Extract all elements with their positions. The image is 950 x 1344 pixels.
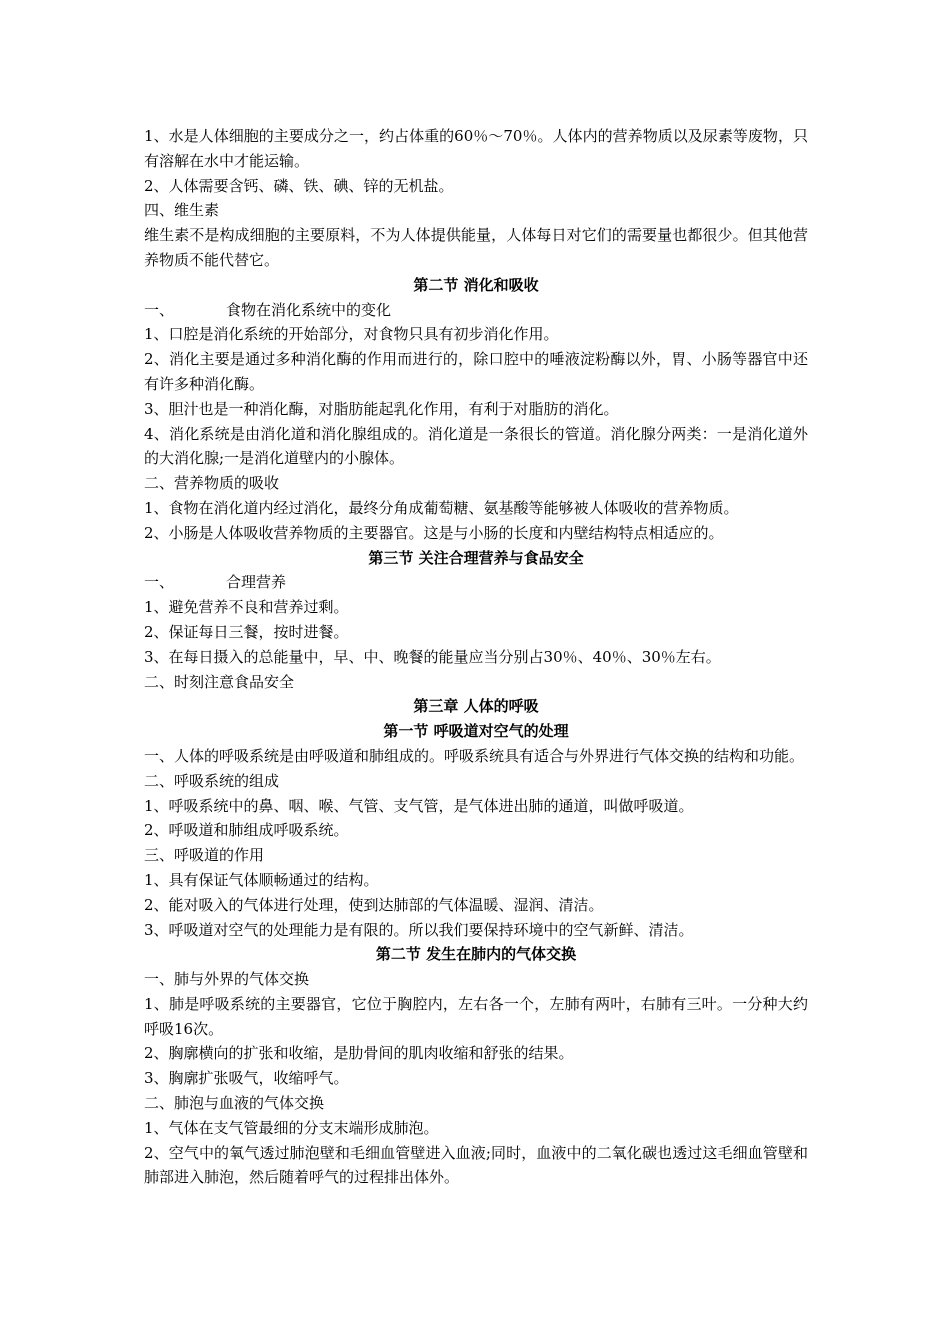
subheading-number: 一、 — [144, 573, 175, 592]
paragraph-airway-function-3: 3、呼吸道对空气的处理能力是有限的。所以我们要保持环境中的空气新鲜、清洁。 — [144, 920, 694, 939]
subheading-airway-function: 三、呼吸道的作用 — [144, 846, 265, 865]
subheading-text: 合理营养 — [226, 573, 287, 592]
paragraph-airway-function-1: 1、具有保证气体顺畅通过的结构。 — [144, 870, 379, 889]
paragraph-nutrition-1: 1、避免营养不良和营养过剩。 — [144, 598, 349, 617]
paragraph-airway-1: 1、呼吸系统中的鼻、咽、喉、气管、支气管，是气体进出肺的通道，叫做呼吸道。 — [144, 796, 694, 815]
paragraph-nutrition-2: 2、保证每日三餐，按时进餐。 — [144, 622, 349, 641]
paragraph-vitamins: 维生素不是构成细胞的主要原料，不为人体提供能量，人体每日对它们的需要量也都很少。但其他营养物质不能代替它。 — [144, 226, 808, 269]
subheading-number: 一、 — [144, 300, 175, 319]
paragraph-mouth: 1、口腔是消化系统的开始部分，对食物只具有初步消化作用。 — [144, 325, 559, 344]
paragraph-lung-2: 2、胸廓横向的扩张和收缩，是肋骨间的肌肉收缩和舒张的结果。 — [144, 1044, 574, 1063]
chapter-heading-respiration: 第三章 人体的呼吸 — [413, 697, 539, 716]
paragraph-lung-1: 1、肺是呼吸系统的主要器官，它位于胸腔内，左右各一个，左肺有两叶，右肺有三叶。一分种大约呼吸16次。 — [144, 994, 808, 1038]
subheading-food-changes — [144, 298, 808, 323]
paragraph-airway-2: 2、呼吸道和肺组成呼吸系统。 — [144, 821, 349, 840]
section-heading-airway: 第一节 呼吸道对空气的处理 — [383, 722, 569, 741]
paragraph-absorption-1: 1、食物在消化道内经过消化，最终分角成葡萄糖、氨基酸等能够被人体吸收的营养物质。 — [144, 498, 739, 517]
paragraph-respiratory-system: 一、人体的呼吸系统是由呼吸道和肺组成的。呼吸系统具有适合与外界进行气体交换的结构和功能。 — [144, 746, 805, 765]
section-heading-nutrition: 第三节 关注合理营养与食品安全 — [368, 548, 584, 567]
subheading-reasonable-nutrition — [144, 570, 808, 595]
paragraph-water: 1、水是人体细胞的主要成分之一，约占体重的60％～70％。人体内的营养物质以及尿素等废物，只有溶解在水中才能运输。 — [144, 127, 808, 170]
subheading-food-safety: 二、时刻注意食品安全 — [144, 672, 295, 691]
subheading-text: 食物在消化系统中的变化 — [226, 300, 392, 319]
paragraph-alveoli-2: 2、空气中的氧气透过肺泡壁和毛细血管壁进入血液;同时，血液中的二氧化碳也透过这毛细血管壁和肺部进入肺泡，然后随着呼气的过程排出体外。 — [144, 1143, 808, 1187]
subheading-vitamins: 四、维生素 — [144, 201, 220, 220]
paragraph-enzymes: 2、消化主要是通过多种消化酶的作用而进行的，除口腔中的唾液淀粉酶以外，胃、小肠等器官中还有许多种消化酶。 — [144, 350, 808, 393]
paragraph-bile: 3、胆汁也是一种消化酶，对脂肪能起乳化作用，有利于对脂肪的消化。 — [144, 399, 619, 418]
subheading-absorption: 二、营养物质的吸收 — [144, 474, 280, 493]
paragraph-nutrition-3: 3、在每日摄入的总能量中，早、中、晚餐的能量应当分别占30％、40％、30％左右。 — [144, 647, 721, 666]
subheading-lung-exchange: 一、肺与外界的气体交换 — [144, 970, 310, 989]
paragraph-airway-function-2: 2、能对吸入的气体进行处理，使到达肺部的气体温暖、湿润、清洁。 — [144, 895, 604, 914]
document-page — [144, 124, 808, 1190]
section-heading-digestion: 第二节 消化和吸收 — [413, 275, 539, 294]
paragraph-absorption-2: 2、小肠是人体吸收营养物质的主要器官。这是与小肠的长度和内壁结构特点相适应的。 — [144, 523, 724, 542]
paragraph-lung-3: 3、胸廓扩张吸气，收缩呼气。 — [144, 1069, 349, 1088]
paragraph-alveoli-1: 1、气体在支气管最细的分支末端形成肺泡。 — [144, 1118, 439, 1137]
paragraph-digestive-system: 4、消化系统是由消化道和消化腺组成的。消化道是一条很长的管道。消化腺分两类：一是消化道外的大消化腺;一是消化道壁内的小腺体。 — [144, 424, 808, 468]
paragraph-minerals: 2、人体需要含钙、磷、铁、碘、锌的无机盐。 — [144, 176, 454, 195]
subheading-respiratory-composition: 二、呼吸系统的组成 — [144, 771, 280, 790]
section-heading-gas-exchange: 第二节 发生在肺内的气体交换 — [375, 945, 577, 964]
subheading-alveoli-exchange: 二、肺泡与血液的气体交换 — [144, 1094, 325, 1113]
